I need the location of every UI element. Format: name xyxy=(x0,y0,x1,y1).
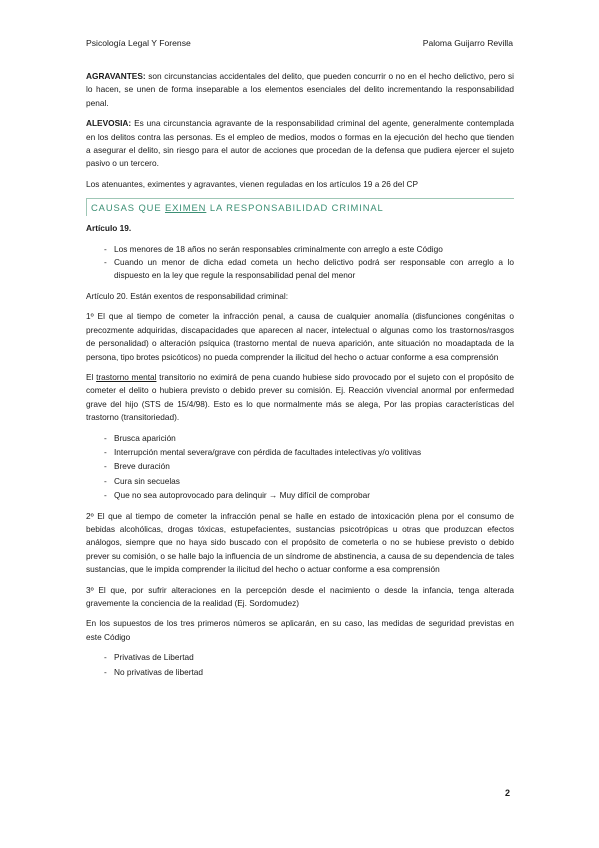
section-heading-eximen: EXIMEN xyxy=(164,202,207,214)
trastorno-text-start: El xyxy=(86,371,97,382)
trastorno-paragraph xyxy=(86,371,514,425)
agravantes-text: son circunstancias accidentales del delito, que pueden concurrir o no en el hecho delictivo, pero si lo hacen, se unen de forma inseparable a los elementos esenciales del delito incrementando la responsabilidad penal. xyxy=(86,71,514,108)
list-item: - No privativas de libertad xyxy=(86,666,514,679)
agravantes-paragraph xyxy=(86,70,514,110)
trastorno-text-rest: transitorio no eximirá de pena cuando hubiese sido provocado por el sujeto con el propósito de cometer el delito o hubiera previsto o debido prever su comisión. Ej. Reacción vivencial anormal por enfermedad grave del hijo (STS de 15/4/98). Esto es lo que normalmente más se alega, Por las propias características del trastorno (transitoriedad). xyxy=(86,371,514,423)
alevosia-term: ALEVOSIA: xyxy=(86,118,132,129)
medidas-seguridad-paragraph: En los supuestos de los tres primeros números se aplicarán, en su caso, las medidas de seguridad previstas en este Código xyxy=(86,618,514,642)
list-item: - Cura sin secuelas xyxy=(86,475,514,488)
page-content xyxy=(86,70,514,686)
alevosia-text: Es una circunstancia agravante de la responsabilidad criminal del agente, generalmente contemplada en los delitos contra las personas. Es el empleo de medios, modos o formas en la ejecución del hecho que tienden a asegurar el delito, sin riesgo para el autor de acciones que procedan de la defensa que pudiera ejercer el sujeto pasivo o un tercero. xyxy=(86,118,514,169)
list-item: - Breve duración xyxy=(86,460,514,473)
agravantes-term: AGRAVANTES: xyxy=(86,71,146,81)
list-item: - Cuando un menor de dicha edad cometa un hecho delictivo podrá ser responsable con arreglo a lo dispuesto en la ley que regule la responsabilidad penal del menor xyxy=(86,256,514,283)
list-item: - Interrupción mental severa/grave con pérdida de facultades intelectivas y/o volitivas xyxy=(86,446,514,459)
list-item: - Privativas de Libertad xyxy=(86,651,514,664)
section-heading-part1: CAUSAS QUE xyxy=(91,202,165,214)
list-item: - Que no sea autoprovocado para delinquir → Muy difícil de comprobar xyxy=(86,489,514,502)
article-19-list xyxy=(86,243,514,283)
atenuantes-paragraph: Los atenuantes, eximentes y agravantes, vienen reguladas en los artículos 19 a 26 del CP xyxy=(86,178,419,189)
trastorno-mental-term: trastorno mental xyxy=(96,371,157,382)
list-item: - Los menores de 18 años no serán responsables criminalmente con arreglo a este Código xyxy=(86,243,514,256)
medidas-list xyxy=(86,651,514,679)
alevosia-paragraph xyxy=(86,117,514,171)
page-header xyxy=(86,38,513,52)
section-heading-part2: LA RESPONSABILIDAD CRIMINAL xyxy=(206,202,384,214)
trastorno-characteristics-list xyxy=(86,432,514,503)
article-20-title: Artículo 20. Están exentos de responsabilidad criminal: xyxy=(86,290,289,301)
article-20-point-3: 3º El que, por sufrir alteraciones en la percepción desde el nacimiento o desde la infancia, tenga alterada gravemente la conciencia de la realidad (Ej. Sordomudez) xyxy=(86,584,514,608)
header-course-title: Psicología Legal Y Forense xyxy=(86,38,191,48)
article-20-point-2: 2º El que al tiempo de cometer la infracción penal se halle en estado de intoxicación plena por el consumo de bebidas alcohólicas, drogas tóxicas, estupefacientes, sustancias psicotrópicas u otras que produzcan efectos análogos, siempre que no haya sido buscado con el propósito de cometerla o no se hubiese previsto o debido prever su comisión, o se halle bajo la influencia de un síndrome de abstinencia, a causa de su dependencia de tales sustancias, que le impida comprender la ilicitud del hecho o actuar conforme a esa comprensión xyxy=(86,510,514,575)
header-author: Paloma Guijarro Revilla xyxy=(422,38,513,48)
list-item: - Brusca aparición xyxy=(86,432,514,445)
page-number: 2 xyxy=(505,788,511,798)
section-heading xyxy=(86,198,514,216)
article-20-point-1: 1º El que al tiempo de cometer la infracción penal, a causa de cualquier anomalía (disfunciones congénitas o precozmente adquiridas, discapacidades que aparecen al nacer, intelectual o algunas como los trastornos/rasgos de personalidad) o alteración psíquica (trastorno mental de nueva aparición, ante situación no moadaptada de la persona, tipo brotes psicóticos) no pueda comprender la ilicitud del hecho o actuar conforme a esa comprensión xyxy=(86,311,514,362)
article-19-title: Artículo 19. xyxy=(86,223,132,234)
